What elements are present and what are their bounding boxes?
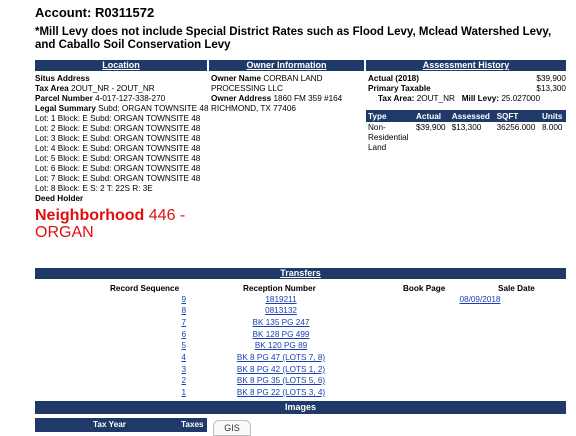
owner-information-header[interactable]: Owner Information [209, 60, 364, 71]
reception-number-link[interactable]: 1819211 [265, 295, 297, 304]
neighborhood-label: Neighborhood [35, 207, 145, 224]
owner-name-label: Owner Name [211, 74, 262, 83]
sale-date-link[interactable]: 08/09/2018 [459, 295, 501, 304]
mill-levy-label: Mill Levy: [461, 94, 500, 103]
table-row [0, 317, 576, 328]
taxes-label: Taxes [181, 420, 204, 429]
col-assessed: Assessed [450, 110, 495, 122]
mill-levy-note: *Mill Levy does not include Special District Rates such as Flood Levy, Mclead Watershed Levy, and Caballo Soil Conservation Levy [35, 26, 552, 51]
cell-sqft: 36256.000 [496, 123, 536, 132]
parcel-number-label: Parcel Number [35, 94, 93, 103]
assessment-tax-area-value: 2OUT_NR [416, 94, 455, 103]
record-sequence-link[interactable]: 8 [181, 306, 186, 315]
transfers-header[interactable]: Transfers [35, 268, 566, 279]
taxes-header [35, 418, 207, 432]
assessment-tax-area-label: Tax Area: [378, 94, 415, 103]
assessment-table-header [366, 110, 566, 122]
reception-number-link[interactable]: BK 120 PG 89 [254, 341, 308, 350]
owner-section [211, 74, 361, 114]
table-row [0, 294, 576, 305]
record-sequence-link[interactable]: 6 [181, 330, 186, 339]
reception-number-link[interactable]: BK 8 PG 42 (LOTS 1, 2) [236, 365, 326, 374]
record-sequence-link[interactable]: 1 [181, 388, 186, 397]
record-sequence-link[interactable]: 7 [181, 318, 186, 327]
sale-date-header: Sale Date [498, 284, 535, 293]
col-actual: Actual [414, 110, 450, 122]
primary-taxable-value: $13,300 [536, 84, 566, 93]
account-number: Account: R0311572 [35, 5, 155, 20]
record-sequence-link[interactable]: 9 [181, 295, 186, 304]
reception-number-link[interactable]: BK 8 PG 22 (LOTS 3, 4) [236, 388, 326, 397]
table-row [0, 364, 576, 375]
reception-number-link[interactable]: BK 8 PG 47 (LOTS 7, 8) [236, 353, 326, 362]
table-row [0, 352, 576, 363]
assessment-history-header[interactable]: Assessment History [366, 60, 566, 71]
cell-actual: $39,900 [416, 123, 446, 132]
actual-value: $39,900 [536, 74, 566, 83]
record-sequence-link[interactable]: 2 [181, 376, 186, 385]
mill-levy-value: 25.027000 [501, 94, 541, 103]
reception-number-header: Reception Number [243, 284, 316, 293]
location-header[interactable]: Location [35, 60, 207, 71]
table-row [0, 305, 576, 316]
images-header: Images [35, 401, 566, 414]
reception-number-link[interactable]: BK 128 PG 499 [252, 330, 310, 339]
owner-address-value: 1860 FM 359 #164 RICHMOND, TX 77406 [211, 94, 343, 113]
reception-number-link[interactable]: BK 8 PG 35 (LOTS 5, 6) [236, 376, 326, 385]
table-row [0, 340, 576, 351]
tax-year-label: Tax Year [93, 420, 126, 429]
col-units: Units [540, 110, 566, 122]
deed-holder-label: Deed Holder [35, 194, 84, 203]
record-sequence-link[interactable]: 5 [181, 341, 186, 350]
primary-taxable-label: Primary Taxable [368, 84, 431, 93]
legal-summary-value: Subd: ORGAN TOWNSITE 48 Lot: 1 Block: E Subd: ORGAN TOWNSITE 48 Lot: 2 Block: E Subd: ORGAN TOWNSITE 48 Lot: 3 Block: E Subd: ORGAN TOWNSITE 48 Lot: 4 Block: E Subd: ORGAN TOWNSITE 48 Lot: 5 Block: E Subd: ORGAN TOWNSITE 48 Lot: 6 Block: E Subd: ORGAN TOWNSITE 48 Lot: 7 Block: E Subd: ORGAN TOWNSITE 48 Lot: 8 Block: E S: 2 T: 22S R: 3E [35, 104, 209, 193]
cell-assessed: $13,300 [451, 123, 482, 132]
actual-label: Actual (2018) [368, 74, 419, 83]
location-section [35, 74, 210, 241]
tax-area-value: 2OUT_NR - 2OUT_NR [70, 84, 155, 93]
cell-units: 8.000 [541, 123, 563, 132]
owner-address-label: Owner Address [211, 94, 272, 103]
cell-type: Non-Residential Land [368, 123, 409, 152]
col-type: Type [366, 110, 414, 122]
table-row [0, 329, 576, 340]
gis-tab[interactable]: GIS [213, 420, 251, 436]
assessment-section [368, 74, 566, 104]
owner-name-value: CORBAN LAND PROCESSING LLC [211, 74, 323, 93]
tax-area-label: Tax Area [35, 84, 69, 93]
situs-address-label: Situs Address [35, 74, 90, 83]
reception-number-link[interactable]: 0813132 [265, 306, 297, 315]
record-sequence-link[interactable]: 4 [181, 353, 186, 362]
table-row [366, 122, 566, 154]
legal-summary-label: Legal Summary [35, 104, 96, 113]
table-row [0, 375, 576, 386]
book-page-header: Book Page [403, 284, 446, 293]
assessment-table [366, 110, 566, 154]
col-sqft: SQFT [495, 110, 540, 122]
parcel-number-value: 4-017-127-338-270 [95, 94, 166, 103]
record-sequence-link[interactable]: 3 [181, 365, 186, 374]
neighborhood-value: 446 - ORGAN [35, 207, 186, 241]
neighborhood [35, 207, 210, 241]
reception-number-link[interactable]: BK 135 PG 247 [252, 318, 310, 327]
table-row [0, 387, 576, 398]
record-sequence-header: Record Sequence [110, 284, 180, 293]
